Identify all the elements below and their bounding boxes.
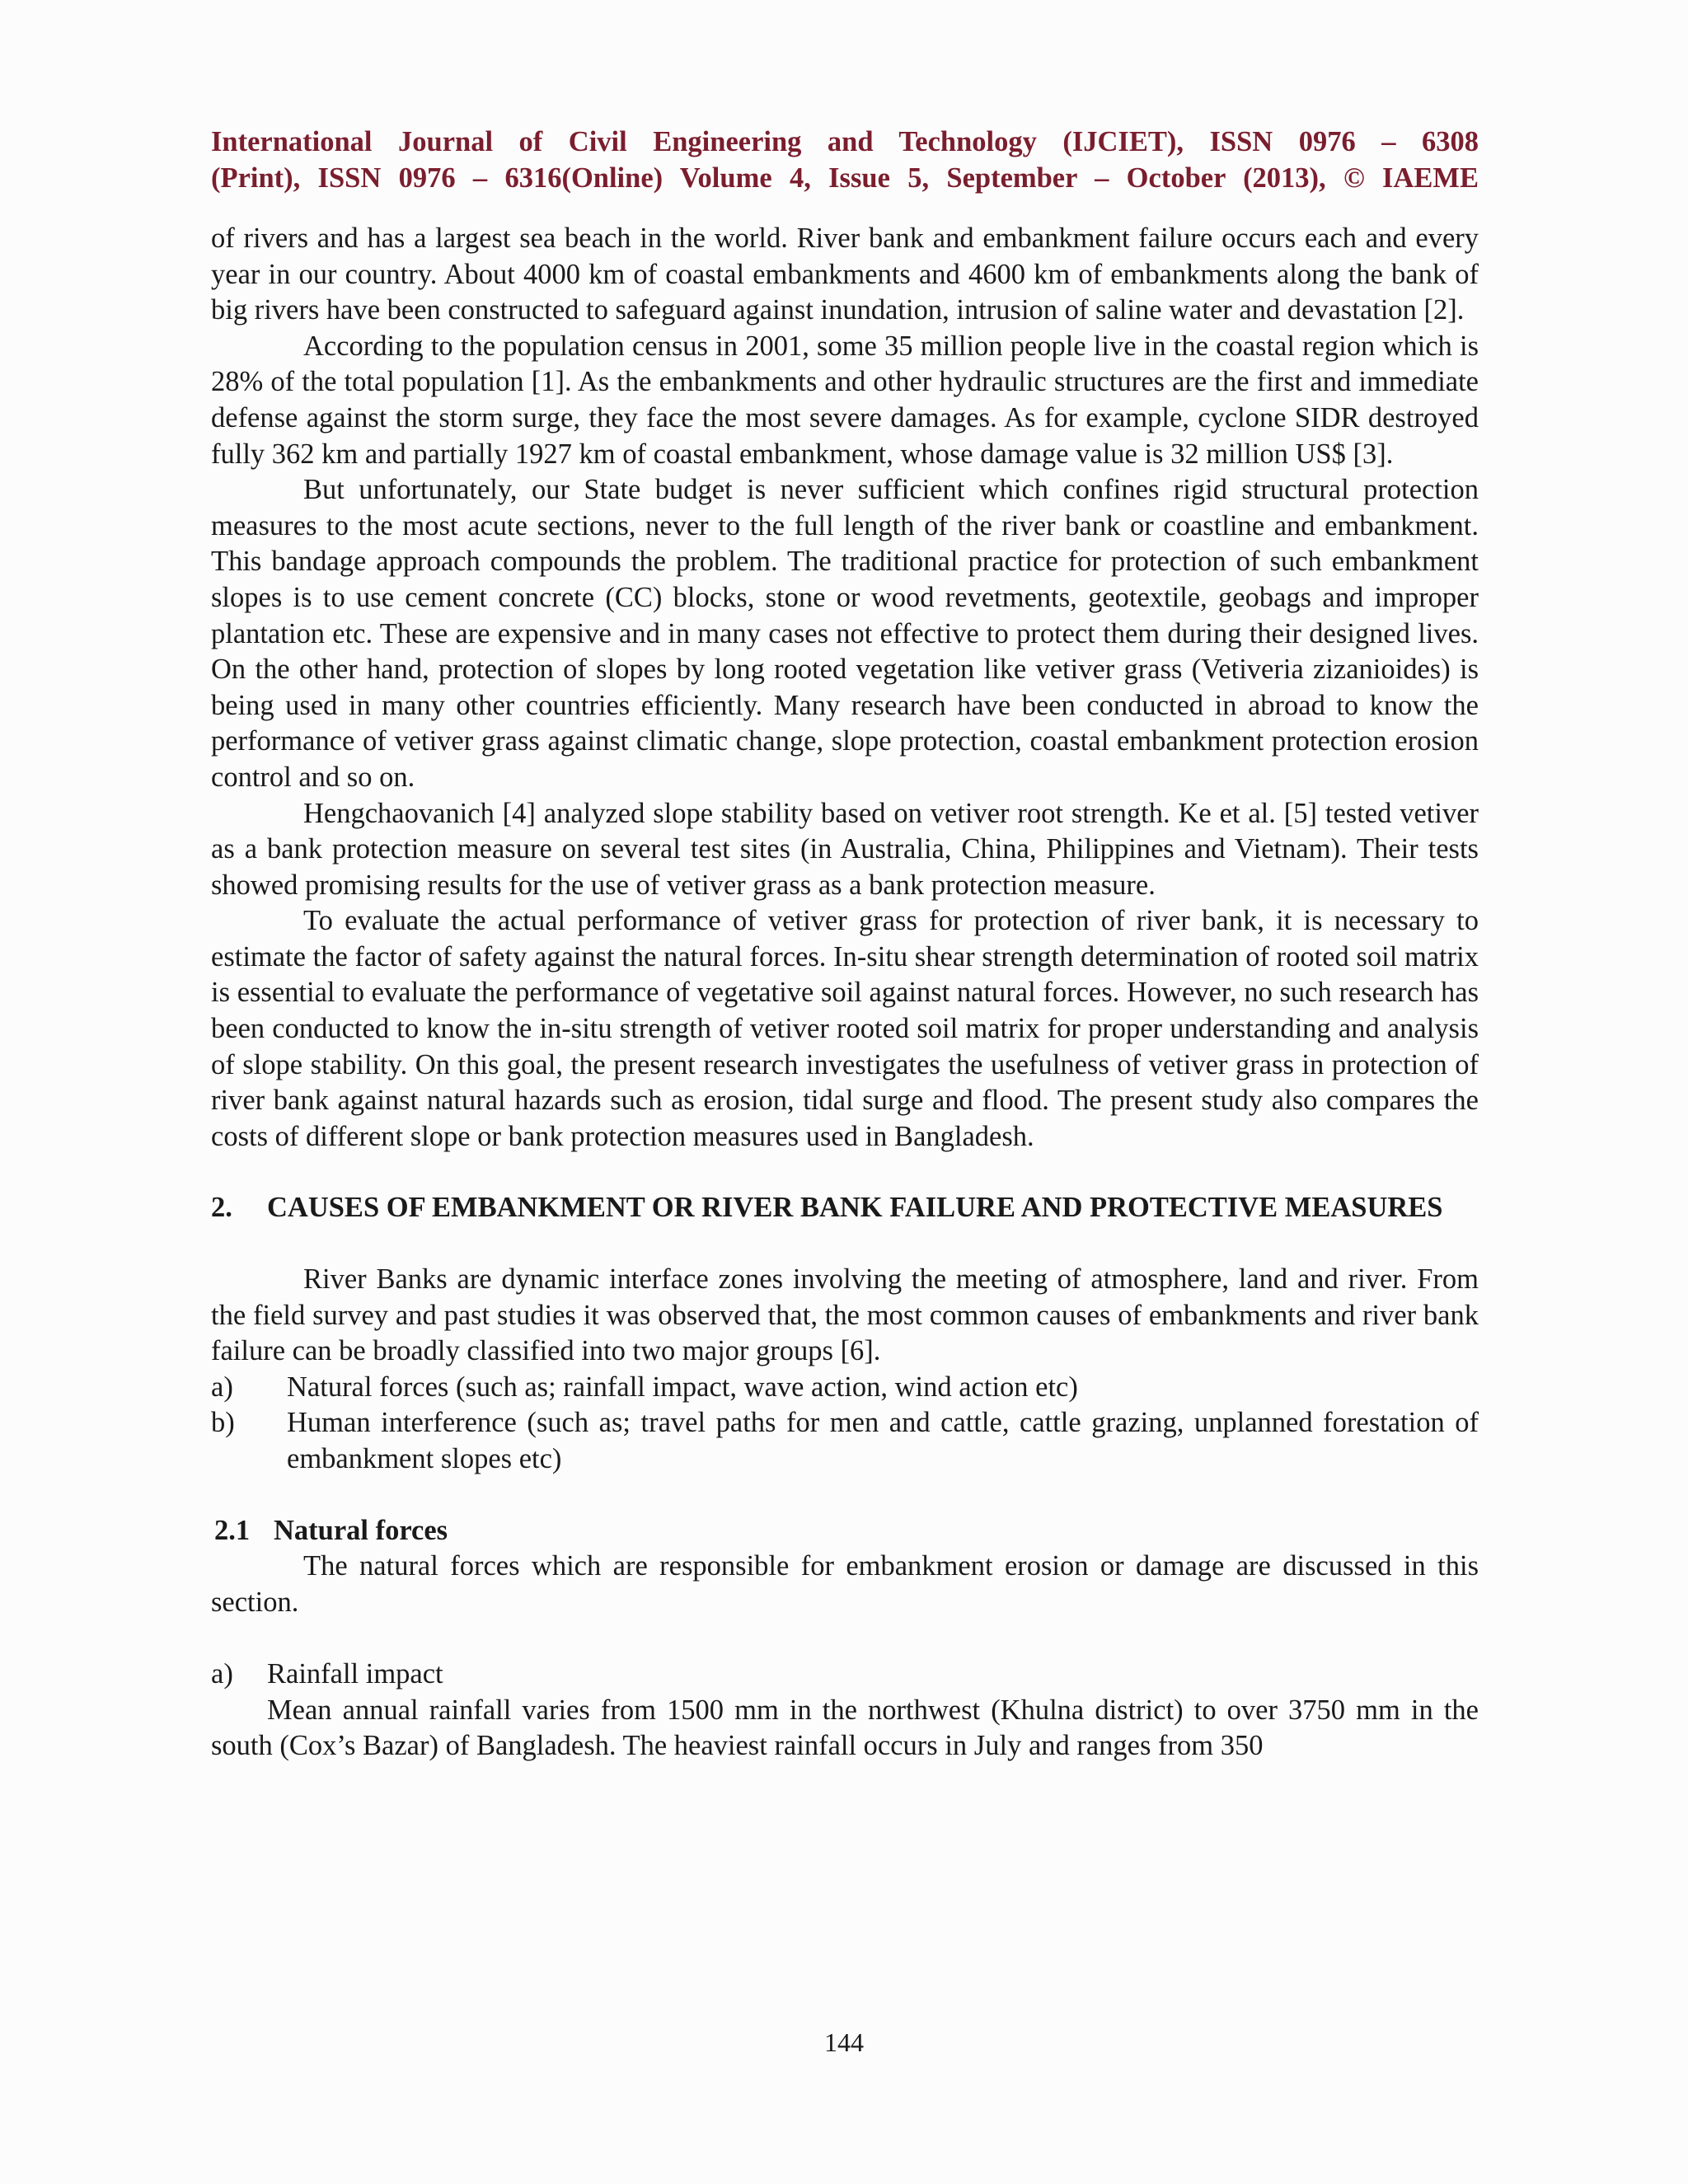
subsection-item-heading xyxy=(211,1657,1479,1693)
paragraph: According to the population census in 2001, some 35 million people live in the coastal region which is 28% of the total population [1]. As the embankments and other hydraulic structures are the first and immediate defense against the storm surge, they face the most severe damages. As for example, cyclone SIDR destroyed fully 362 km and partially 1927 km of coastal embankment, whose damage value is 32 million US$ [3]. xyxy=(211,330,1479,470)
section-title: CAUSES OF EMBANKMENT OR RIVER BANK FAILURE AND PROTECTIVE MEASURES xyxy=(267,1192,1443,1224)
subsection-heading xyxy=(211,1513,1479,1549)
article-body xyxy=(211,221,1479,1765)
journal-header-line1: International Journal of Civil Engineering and Technology (IJCIET), ISSN 0976 – 6308 xyxy=(211,126,1479,157)
paragraph: To evaluate the actual performance of vetiver grass for protection of river bank, it is necessary to estimate the factor of safety against the natural forces. In-situ shear strength determination of rooted soil matrix is essential to evaluate the performance of vegetative soil against natural forces. However, no such research has been conducted to know the in-situ strength of vetiver rooted soil matrix for proper understanding and analysis of slope stability. On this goal, the present research investigates the usefulness of vetiver grass in protection of river bank against natural hazards such as erosion, tidal surge and flood. The present study also compares the costs of different slope or bank protection measures used in Bangladesh. xyxy=(211,905,1479,1152)
list-item-text: Human interference (such as; travel paths for men and cattle, cattle grazing, unplanned forestation of embankment slopes etc) xyxy=(287,1407,1479,1474)
paragraph: Mean annual rainfall varies from 1500 mm in the northwest (Khulna district) to over 3750 mm in the south (Cox’s Bazar) of Bangladesh. The heaviest rainfall occurs in July and ranges from 350 xyxy=(211,1694,1479,1762)
subsection-title: Natural forces xyxy=(274,1514,448,1546)
subsection-number: 2.1 xyxy=(214,1514,251,1546)
section-number: 2. xyxy=(211,1192,232,1224)
paragraph: But unfortunately, our State budget is never sufficient which confines rigid structural protection measures to the most acute sections, never to the full length of the river bank or coastline and embankment. This bandage approach compounds the problem. The traditional practice for protection of such embankment slopes is to use cement concrete (CC) blocks, stone or wood revetments, geotextile, geobags and improper plantation etc. These are expensive and in many cases not effective to protect them during their designed lives. On the other hand, protection of slopes by long rooted vegetation like vetiver grass (Vetiveria zizanioides) is being used in many other countries efficiently. Many research have been conducted in abroad to know the performance of vetiver grass against climatic change, slope protection, coastal embankment protection erosion control and so on. xyxy=(211,474,1479,793)
section-heading xyxy=(211,1190,1479,1226)
journal-header xyxy=(211,124,1479,196)
list-item xyxy=(211,1405,1479,1477)
paragraph: Hengchaovanich [4] analyzed slope stability based on vetiver root strength. Ke et al. [5] tested vetiver as a bank protection measure on several test sites (in Australia, China, Philippines and Vietnam). Their tests showed promising results for the use of vetiver grass as a bank protection measure. xyxy=(211,797,1479,901)
list-marker: b) xyxy=(211,1407,235,1439)
page-content xyxy=(211,124,1479,1765)
item-title: Rainfall impact xyxy=(267,1657,443,1690)
spacer xyxy=(211,1620,1479,1657)
journal-header-line2: (Print), ISSN 0976 – 6316(Online) Volume 4, Issue 5, September – October (2013), © IAEME xyxy=(211,162,1479,194)
list-item xyxy=(211,1370,1479,1406)
paragraph: River Banks are dynamic interface zones involving the meeting of atmosphere, land and river. From the field survey and past studies it was observed that, the most common causes of embankments and river bank failure can be broadly classified into two major groups [6]. xyxy=(211,1263,1479,1367)
item-marker: a) xyxy=(211,1657,233,1690)
list-item-text: Natural forces (such as; rainfall impact, wave action, wind action etc) xyxy=(287,1371,1078,1403)
paragraph: of rivers and has a largest sea beach in the world. River bank and embankment failure occurs each and every year in our country. About 4000 km of coastal embankments and 4600 km of embankments along the bank of big rivers have been constructed to safeguard against inundation, intrusion of saline water and devastation [2]. xyxy=(211,223,1479,326)
paragraph: The natural forces which are responsible for embankment erosion or damage are discussed in this section. xyxy=(211,1550,1479,1618)
list-marker: a) xyxy=(211,1371,233,1403)
page-number: 144 xyxy=(824,2027,864,2057)
